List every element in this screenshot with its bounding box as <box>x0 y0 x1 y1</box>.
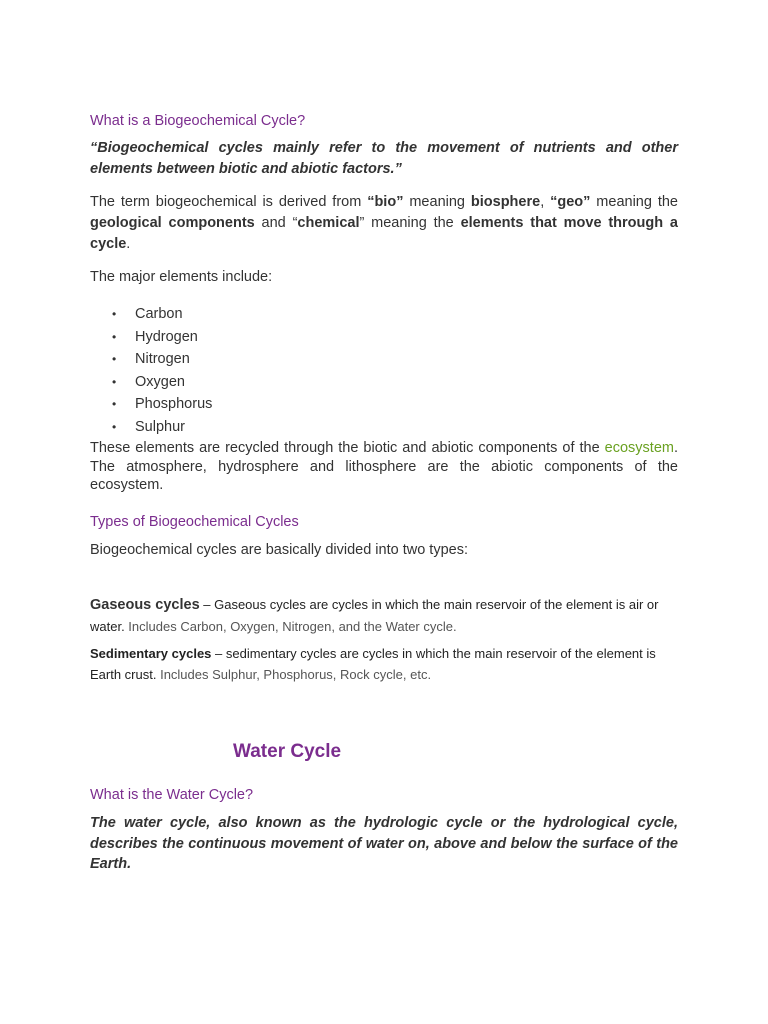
term-elements-move: elements that move through a cycle <box>90 215 678 252</box>
bullet-icon: • <box>112 374 117 389</box>
sedimentary-cycles-includes: Includes Sulphur, Phosphorus, Rock cycle, etc. <box>156 667 432 682</box>
list-item-label: Oxygen <box>135 373 185 390</box>
list-item <box>90 371 212 394</box>
sedimentary-cycles-text: sedimentary cycles are cycles in which the main reservoir of the element is Earth crust. <box>90 646 656 682</box>
gaseous-cycles-paragraph <box>90 594 678 637</box>
list-item-label: Nitrogen <box>135 351 190 368</box>
bullet-icon: • <box>112 397 117 412</box>
list-item-label: Carbon <box>135 306 183 322</box>
term-paragraph <box>90 192 678 255</box>
major-elements-list <box>90 303 212 439</box>
bullet-icon: • <box>112 329 117 344</box>
bullet-icon: • <box>112 307 117 321</box>
term-text: meaning <box>403 194 471 210</box>
term-geo: “geo” <box>550 194 591 210</box>
recycled-text: These elements are recycled through the biotic and abiotic components of the <box>90 440 605 456</box>
water-cycle-heading: What is the Water Cycle? <box>90 787 254 803</box>
list-item-label: Sulphur <box>135 418 185 435</box>
list-item <box>90 416 212 439</box>
gaseous-cycles-text: Gaseous cycles are cycles in which the main reservoir of the element is air or water. <box>90 597 659 634</box>
list-item <box>90 393 212 416</box>
dash: – <box>199 597 215 612</box>
ecosystem-link[interactable]: ecosystem <box>604 440 674 456</box>
term-geological: geological components <box>90 215 255 231</box>
term-text: , <box>540 194 551 210</box>
bullet-icon: • <box>112 419 117 434</box>
dash: – <box>211 646 226 661</box>
biogeochemical-definition: “Biogeochemical cycles mainly refer to the movement of nutrients and other elements between biotic and abiotic factors.” <box>90 140 678 177</box>
major-elements-intro: The major elements include: <box>90 269 273 285</box>
list-item <box>90 303 212 326</box>
water-cycle-definition: The water cycle, also known as the hydrologic cycle or the hydrological cycle, describes the continuous movement of water on, above and below the surface of the Earth. <box>90 815 678 872</box>
water-cycle-title: Water Cycle <box>233 741 342 762</box>
types-heading: Types of Biogeochemical Cycles <box>90 514 299 530</box>
list-item <box>90 326 212 349</box>
types-intro: Biogeochemical cycles are basically divided into two types: <box>90 542 468 558</box>
recycled-text: . The atmosphere, hydrosphere and lithosphere are the abiotic components of the ecosystem. <box>90 440 678 493</box>
term-text: ” meaning the <box>359 215 461 231</box>
list-item-label: Phosphorus <box>135 396 213 413</box>
sedimentary-cycles-label: Sedimentary cycles <box>90 646 212 661</box>
term-text: meaning the <box>590 194 678 210</box>
term-chemical: chemical <box>297 215 360 231</box>
term-biosphere: biosphere <box>470 194 541 210</box>
term-text: The term biogeochemical is derived from <box>90 194 368 210</box>
list-item <box>90 348 212 371</box>
term-text: . <box>126 236 131 252</box>
biogeochemical-cycle-heading: What is a Biogeochemical Cycle? <box>90 113 306 129</box>
term-text: and “ <box>254 215 298 231</box>
bullet-icon: • <box>112 352 117 367</box>
gaseous-cycles-label: Gaseous cycles <box>90 597 200 613</box>
recycled-paragraph <box>90 439 678 495</box>
list-item-label: Hydrogen <box>135 328 198 345</box>
term-bio: “bio” <box>367 194 404 210</box>
sedimentary-cycles-paragraph <box>90 643 678 685</box>
gaseous-cycles-includes: Includes Carbon, Oxygen, Nitrogen, and the Water cycle. <box>124 619 457 634</box>
